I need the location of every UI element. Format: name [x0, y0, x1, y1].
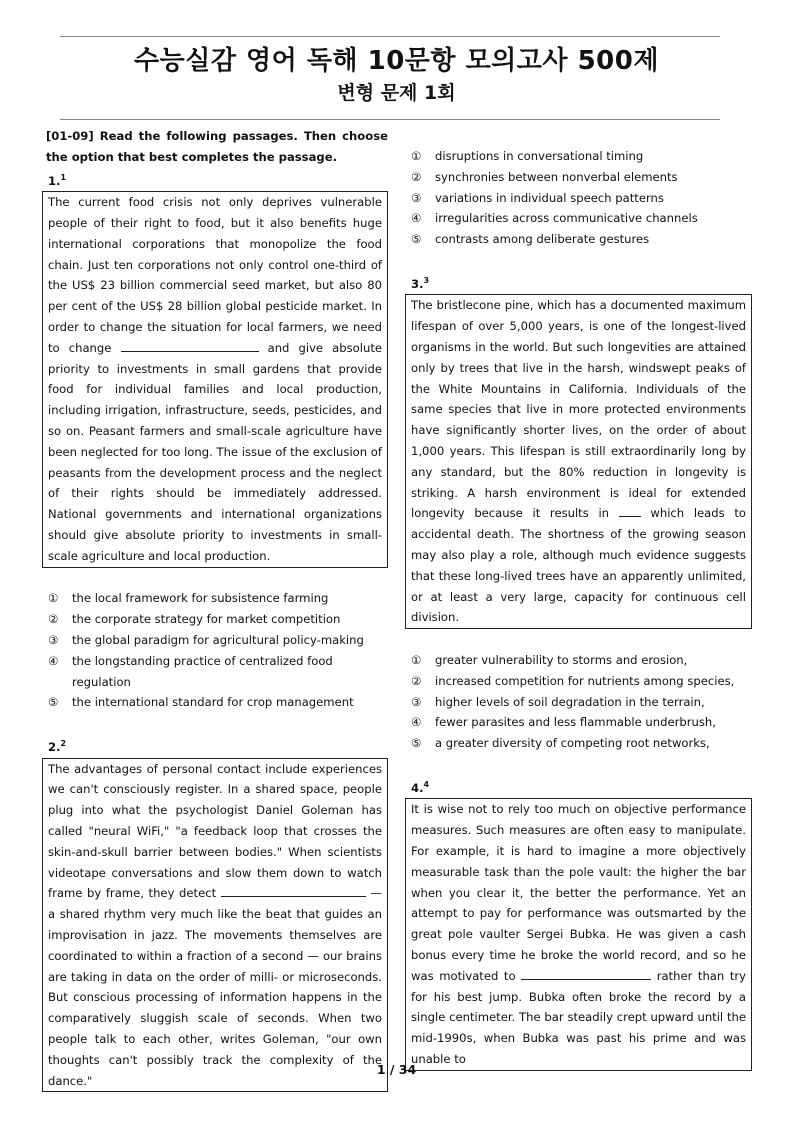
- option[interactable]: ④ irregularities across communicative channels: [411, 211, 698, 226]
- page-title: 수능실감 영어 독해 10문항 모의고사 500제: [134, 46, 659, 76]
- question-2-options: [405, 146, 752, 250]
- question-2-number: 2.$^2$: [48, 738, 67, 754]
- page-subtitle: 변형 문제 1회: [337, 82, 456, 104]
- right-column: [405, 146, 752, 1071]
- question-2-passage: The advantages of personal contact include experiences we can't consciously register. In a shared space, people plug into what the psychologist Daniel Goleman has called "neural WiFi," "a feedback loop that crosses the skin-and-skull barrier between bodies." When scientists videotape conversations and slow them down to watch frame by frame, they detect — a shared rhythm very much like the beat that guides an improvisation in jazz. The movements themselves are coordinated to within a fraction of a second — our brains are taking in data on the order of milli- or microseconds. But conscious processing of information happens in the comparatively sluggish scale of seconds. When two people talk to each other, writes Goleman, "our own thoughts can't possibly track the complexity of the dance.": [42, 758, 388, 1093]
- answer-blank: [221, 884, 366, 897]
- question-1-number: 1.$^1$: [48, 172, 67, 188]
- option[interactable]: ⑤ a greater diversity of competing root networks,: [411, 736, 710, 751]
- page-number: 1 / 34: [376, 1062, 417, 1077]
- question-4-number: 4.$^4$: [411, 779, 430, 795]
- header-rule-top: [60, 36, 720, 37]
- option[interactable]: ② the corporate strategy for market competition: [48, 612, 341, 627]
- left-column: [42, 126, 388, 1092]
- instructions: [01-09] Read the following passages. Then choose the option that best completes the passage.: [46, 129, 388, 164]
- question-1-options: [42, 588, 388, 713]
- option[interactable]: ③ the global paradigm for agricultural policy-making: [48, 632, 364, 647]
- option[interactable]: ① greater vulnerability to storms and erosion,: [411, 652, 688, 667]
- option[interactable]: ① disruptions in conversational timing: [411, 149, 644, 163]
- answer-blank: [521, 967, 651, 980]
- answer-blank: [619, 504, 641, 517]
- option[interactable]: ④ fewer parasites and less flammable underbrush,: [411, 715, 716, 730]
- option[interactable]: ③ variations in individual speech patterns: [411, 190, 664, 205]
- option[interactable]: ① the local framework for subsistence farming: [48, 591, 329, 606]
- question-3-number: 3.$^3$: [411, 275, 430, 291]
- question-3-options: [405, 650, 752, 754]
- option[interactable]: ② synchronies between nonverbal elements: [411, 169, 678, 184]
- question-4-passage: It is wise not to rely too much on objective performance measures. Such measures are often easy to manipulate. For example, it is hard to imagine a more objectively measurable task than the pole vault: the higher the bar when you clear it, the better the performance. Yet an attempt to pay for performance was outsmarted by the great pole vaulter Sergei Bubka. He was given a cash bonus every time he broke the world record, and so he was motivated to rather than try for his best jump. Bubka often broke the record by a single centimeter. The bar steadily crept upward until the mid-1990s, when Bubka was past his prime and was unable to: [405, 798, 752, 1070]
- header-rule-bottom: [60, 119, 720, 120]
- question-1-passage: The current food crisis not only deprives vulnerable people of their right to food, but it also benefits huge international corporations that monopolize the food chain. Just ten corporations not only control one-third of the US$ 23 billion commercial seed market, but also 80 per cent of the US$ 28 billion global pesticide market. In order to change the situation for local farmers, we need to change and give absolute priority to investments in small gardens that provide food for individual families and local production, including irrigation, infrastructure, seeds, pesticides, and so on. Peasant farmers and small-scale agriculture have been neglected for too long. The issue of the exclusion of peasants from the development process and the neglect of their rights should be immediately addressed. National governments and international organizations should give absolute priority to investments in small-scale agriculture and local production.: [42, 191, 388, 567]
- option[interactable]: ② increased competition for nutrients among species,: [411, 673, 735, 688]
- option[interactable]: ⑤ the international standard for crop management: [48, 695, 354, 710]
- option[interactable]: ⑤ contrasts among deliberate gestures: [411, 232, 650, 247]
- option[interactable]: ③ higher levels of soil degradation in the terrain,: [411, 694, 705, 709]
- option[interactable]: ④ the longstanding practice of centralized food regulation: [48, 653, 333, 689]
- answer-blank: [121, 339, 259, 352]
- question-3-passage: The bristlecone pine, which has a documented maximum lifespan of over 5,000 years, is one of the longest-lived organisms in the world. But such longevities are attained only by trees that live in the harsh, windswept peaks of the White Mountains in California. Individuals of the same species that live in more protected environments have significantly shorter lives, on the order of about 1,000 years. This lifespan is still extraordinarily long by any standard, but the 80% reduction in longevity is striking. A harsh environment is ideal for extended longevity because it results in which leads to accidental death. The shortness of the growing season may also play a role, although much evidence suggests that these long-lived trees have an apparently unlimited, or at least a very large, capacity for continuous cell division.: [405, 294, 752, 629]
